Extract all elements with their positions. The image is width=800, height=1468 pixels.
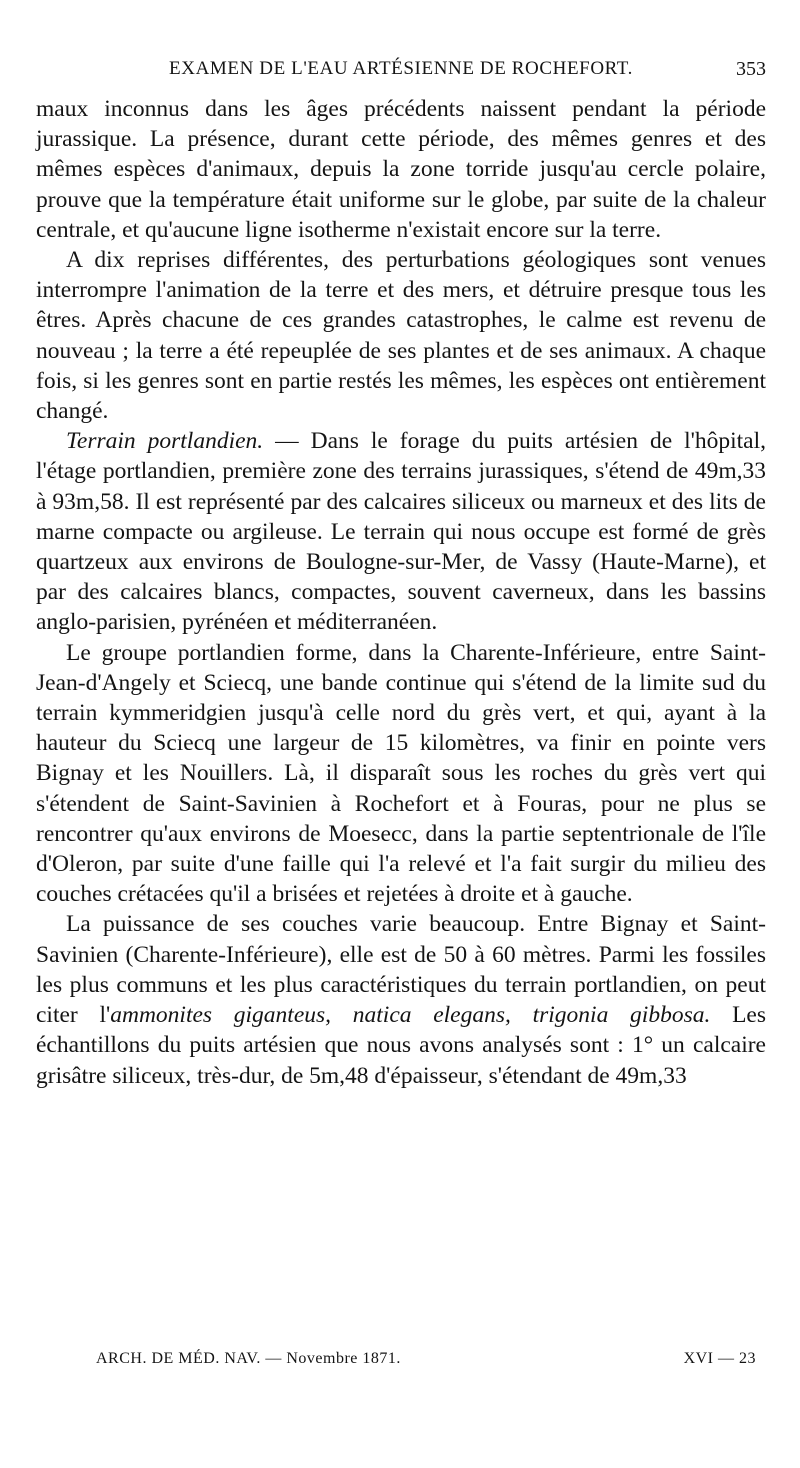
paragraph-1: maux inconnus dans les âges précédents naissent pendant la période jurassique. La présence, durant cette période, des mêmes genres et des mêmes espèces d'animaux, depuis la zone torride jusqu'au cercle polaire, prouve que la température était uniforme sur le globe, par suite de la chaleur centrale, et qu'aucune ligne isotherme n'existait encore sur la terre.	[36, 96, 766, 243]
page-header	[36, 58, 766, 88]
footer-signature: XVI — 23	[683, 1350, 756, 1367]
paragraph-5-text-a: La puissance de ses couches varie beaucoup. Entre Bignay et Saint-Savinien (Charente-Inférieure), elle est de 50 à 60 mètres. Parmi les fossiles les plus communs et les plus caractéristiques du terrain portlandien, on peut citer l'	[36, 911, 766, 1029]
paragraph-4: Le groupe portlandien forme, dans la Charente-Inférieure, entre Saint-Jean-d'Angely et Sciecq, une bande continue qui s'étend de la limite sud du terrain kymmeridgien jusqu'à celle nord du grès vert, et qui, ayant à la hauteur du Sciecq une largeur de 15 kilomètres, va finir en pointe vers Bignay et les Nouillers. Là, il disparaît sous les roches du grès vert qui s'étendent de Saint-Savinien à Rochefort et à Fouras, pour ne plus se rencontrer qu'aux environs de Moesecc, dans la partie septentrionale de l'île d'Oleron, par suite d'une faille qui l'a relevé et l'a fait surgir du milieu des couches crétacées qu'il a brisées et rejetées à droite et à gauche.	[36, 639, 766, 908]
body-text	[36, 94, 766, 1091]
page-number: 353	[736, 58, 766, 80]
paragraph-5-text-b: Les échantillons du puits artésien que nous avons analysés sont : 1° un calcaire grisâtre siliceux, très-dur, de 5m,48 d'épaisseur, s'étendant de 49m,33	[36, 1002, 766, 1089]
fossil-names: ammonites giganteus, natica elegans, trigonia gibbosa.	[110, 1002, 711, 1029]
section-dash: —	[263, 428, 311, 455]
paragraph-3	[36, 426, 766, 637]
paragraph-3-text: Dans le forage du puits artésien de l'hôpital, l'étage portlandien, première zone des terrains jurassiques, s'étend de 49m,33 à 93m,58. Il est représenté par des calcaires siliceux ou marneux et des lits de marne compacte ou argileuse. Le terrain qui nous occupe est formé de grès quartzeux aux environs de Boulogne-sur-Mer, de Vassy (Haute-Marne), et par des calcaires blancs, compactes, souvent caverneux, dans les bassins anglo-parisien, pyrénéen et méditerranéen.	[36, 428, 766, 636]
paragraph-2: A dix reprises différentes, des perturbations géologiques sont venues interrompre l'animation de la terre et des mers, et détruire presque tous les êtres. Après chacune de ces grandes catastrophes, le calme est revenu de nouveau ; la terre a été repeuplée de ses plantes et de ses animaux. A chaque fois, si les genres sont en partie restés les mêmes, les espèces ont entièrement changé.	[36, 247, 766, 425]
section-title: Terrain portlandien.	[66, 428, 264, 455]
page-footer	[36, 1350, 766, 1378]
footer-journal: ARCH. DE MÉD. NAV. — Novembre 1871.	[96, 1350, 401, 1367]
running-title: EXAMEN DE L'EAU ARTÉSIENNE DE ROCHEFORT.	[169, 58, 633, 79]
paragraph-5	[36, 909, 766, 1090]
